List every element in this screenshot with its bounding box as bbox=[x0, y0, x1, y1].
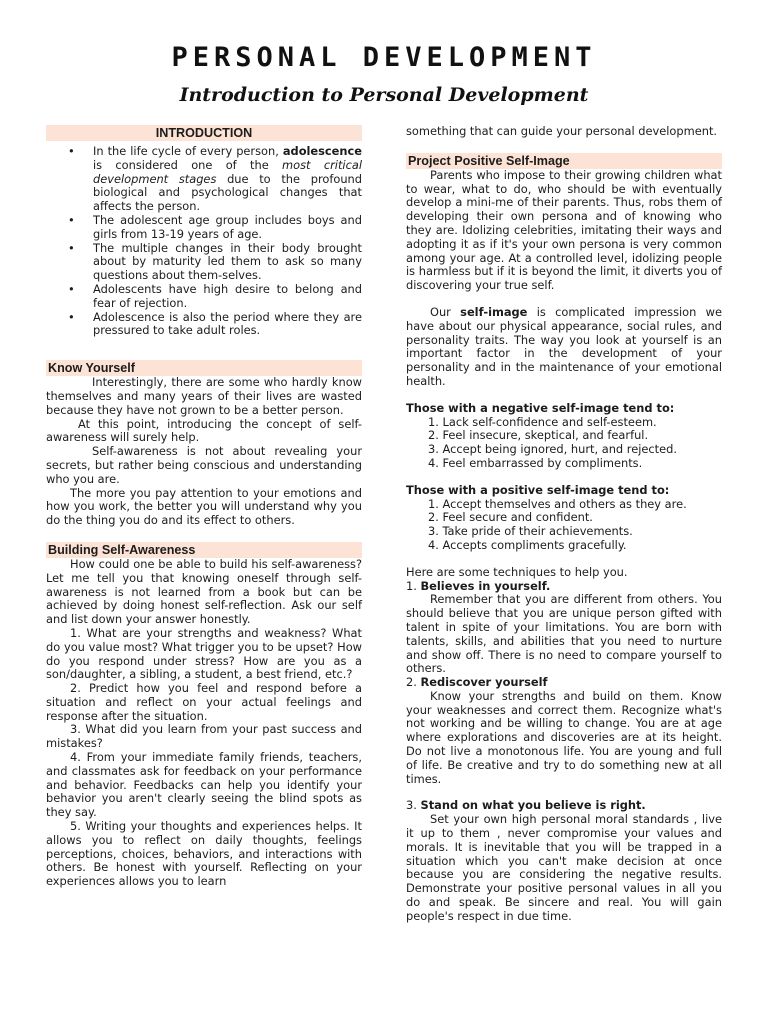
introduction-bullet-3: • The multiple changes in their body brought about by maturity led them to ask so many questions about them-selves. bbox=[46, 242, 362, 283]
building-item-2: 2. Predict how you feel and respond before a situation and reflect on your actual feelings and response after the situation. bbox=[46, 681, 362, 723]
bullet-1-italic: most critical development stages bbox=[93, 157, 362, 186]
project-p1: Parents who impose to their growing children what to wear, what to do, who should be with eventually develop a mini-me of their parents. Thus, robs them of developing their own persona and of knowing who they are. Idolizing celebrities, imitating their ways and adopting it as if it's your own persona is very common among your age. At a controlled level, idolizing people is harmless but if it is beyond the limit, it diverts you of discovering your true self. bbox=[406, 167, 722, 293]
know-yourself-p2: At this point, introducing the concept of self-awareness will surely help. bbox=[46, 416, 362, 445]
know-yourself-heading: Know Yourself bbox=[46, 360, 362, 376]
technique-3-title bbox=[406, 799, 722, 813]
know-yourself-p3: Self-awareness is not about revealing your secrets, but rather being conscious and understanding who you are. bbox=[46, 444, 362, 486]
building-item-1: 1. What are your strengths and weakness? What do you value most? What trigger you to be upset? How do you respond under stress? How are you as a son/daughter, a sibling, a student, a best friend, etc.? bbox=[46, 625, 362, 682]
technique-2-number: 2. bbox=[406, 675, 417, 690]
positive-item: 3. Take pride of their achievements. bbox=[428, 524, 633, 539]
right-column bbox=[406, 125, 722, 924]
technique-1-body: Remember that you are different from others. You should believe that you are unique person gifted with talent in spite of your limitations. You are born with talents, skills, and abilities that you need to nurture and show off. There is no need to compare yourself to others. bbox=[406, 592, 722, 676]
self-image-term: self-image bbox=[460, 304, 528, 319]
negative-item: 4. Feel embarrassed by compliments. bbox=[428, 455, 643, 470]
bullet-1-text-c: due to the profound biological and psychological changes that affects the person. bbox=[93, 171, 362, 214]
technique-3-title-text: Stand on what you believe is right. bbox=[420, 798, 646, 813]
building-item-5: 5. Writing your thoughts and experiences helps. It allows you to reflect on daily thoughts, feelings perceptions, choices, behaviors, and interactions with others. Be honest with yourself. Reflecting on your experiences allows you to learn bbox=[46, 819, 362, 889]
introduction-heading: INTRODUCTION bbox=[46, 125, 362, 141]
technique-1-title bbox=[406, 580, 722, 594]
positive-heading bbox=[406, 484, 722, 498]
technique-3-body: Set your own high personal moral standards , live it up to them , never compromise your values and morals. It is inevitable that you will be trapped in a situation which you can't make decision at once because you are considering the negative results. Demonstrate your positive personal values in all you do and speak. Be sincere and real. You will gain people's respect in due time. bbox=[406, 812, 722, 923]
adolescence-term: adolescence bbox=[282, 144, 362, 158]
positive-item: 2. Feel secure and confident. bbox=[428, 510, 593, 525]
introduction-bullet-5: • Adolescence is also the period where they are pressured to take adult roles. bbox=[46, 311, 362, 339]
building-item-3: 3. What did you learn from your past success and mistakes? bbox=[46, 722, 362, 751]
introduction-bullet-4: • Adolescents have high desire to belong and fear of rejection. bbox=[46, 283, 362, 311]
project-heading: Project Positive Self-Image bbox=[406, 153, 722, 169]
positive-list bbox=[406, 498, 722, 553]
building-continuation: something that can guide your personal development. bbox=[406, 124, 718, 138]
spacer bbox=[406, 553, 722, 566]
negative-item: 2. Feel insecure, skeptical, and fearful. bbox=[428, 428, 649, 443]
technique-3-number: 3. bbox=[406, 798, 417, 813]
know-yourself-p4: The more you pay attention to your emotions and how you work, the better you will understand why you do the thing you do and its effect to others. bbox=[46, 485, 362, 528]
building-heading: Building Self-Awareness bbox=[46, 542, 362, 558]
negative-item: 3. Accept being ignored, hurt, and rejected. bbox=[428, 442, 677, 457]
building-item-4: 4. From your immediate family friends, teachers, and classmates ask for feedback on your performance and behavior. Feedbacks can help you identify your behavior you aren't clearly seeing the blind spots as they say. bbox=[46, 750, 362, 820]
positive-item: 4. Accepts compliments gracefully. bbox=[428, 537, 627, 552]
negative-heading bbox=[406, 402, 722, 416]
technique-2-title bbox=[406, 676, 722, 690]
technique-1-title-text: Believes in yourself. bbox=[420, 578, 551, 593]
introduction-bullet-2: • The adolescent age group includes boys and girls from 13-19 years of age. bbox=[46, 214, 362, 242]
technique-2-body: Know your strengths and build on them. Know your weaknesses and correct them. Recognize what's not working and be willing to change. You are at age where explorations and discoveries are at its height. Do not live a monotonous life. You are young and full of life. Be creative and try to do something new at all times. bbox=[406, 688, 722, 786]
building-p1: How could one be able to build his self-awareness? Let me tell you that knowing oneself through self-awareness is not learned from a book but can be achieved by doing honest self-reflection. Ask our self and list down your answer honestly. bbox=[46, 556, 362, 627]
project-p2-b: is complicated impression we have about our physical appearance, social rules, and personality traits. The way you look at yourself is an important factor in the development of your personality and in the maintenance of your emotional health. bbox=[406, 304, 722, 388]
introduction-list bbox=[46, 145, 362, 338]
positive-heading-text: Those with a positive self-image tend to: bbox=[406, 482, 670, 497]
negative-heading-text: Those with a negative self-image tend to: bbox=[406, 400, 675, 415]
technique-2-title-text: Rediscover yourself bbox=[420, 675, 548, 690]
document-title: PERSONAL DEVELOPMENT bbox=[171, 42, 597, 73]
know-yourself-p1: Interestingly, there are some who hardly know themselves and many years of their lives are wasted because they have not grown to be a better person. bbox=[46, 375, 362, 417]
positive-item: 1. Accept themselves and others as they are. bbox=[428, 496, 687, 511]
left-column bbox=[46, 125, 362, 889]
negative-item: 1. Lack self-confidence and self-esteem. bbox=[428, 414, 657, 429]
bullet-1-text-b: is considered one of the bbox=[93, 157, 269, 172]
technique-1-number: 1. bbox=[406, 578, 417, 593]
project-p2 bbox=[406, 306, 722, 389]
project-p2-a: Our bbox=[430, 304, 451, 319]
introduction-bullet-1 bbox=[46, 145, 362, 214]
negative-list bbox=[406, 416, 722, 471]
techniques-intro: Here are some techniques to help you. bbox=[406, 564, 628, 579]
bullet-1-text-a: In the life cycle of every person, bbox=[93, 144, 279, 158]
document-subtitle: Introduction to Personal Development bbox=[179, 84, 589, 106]
